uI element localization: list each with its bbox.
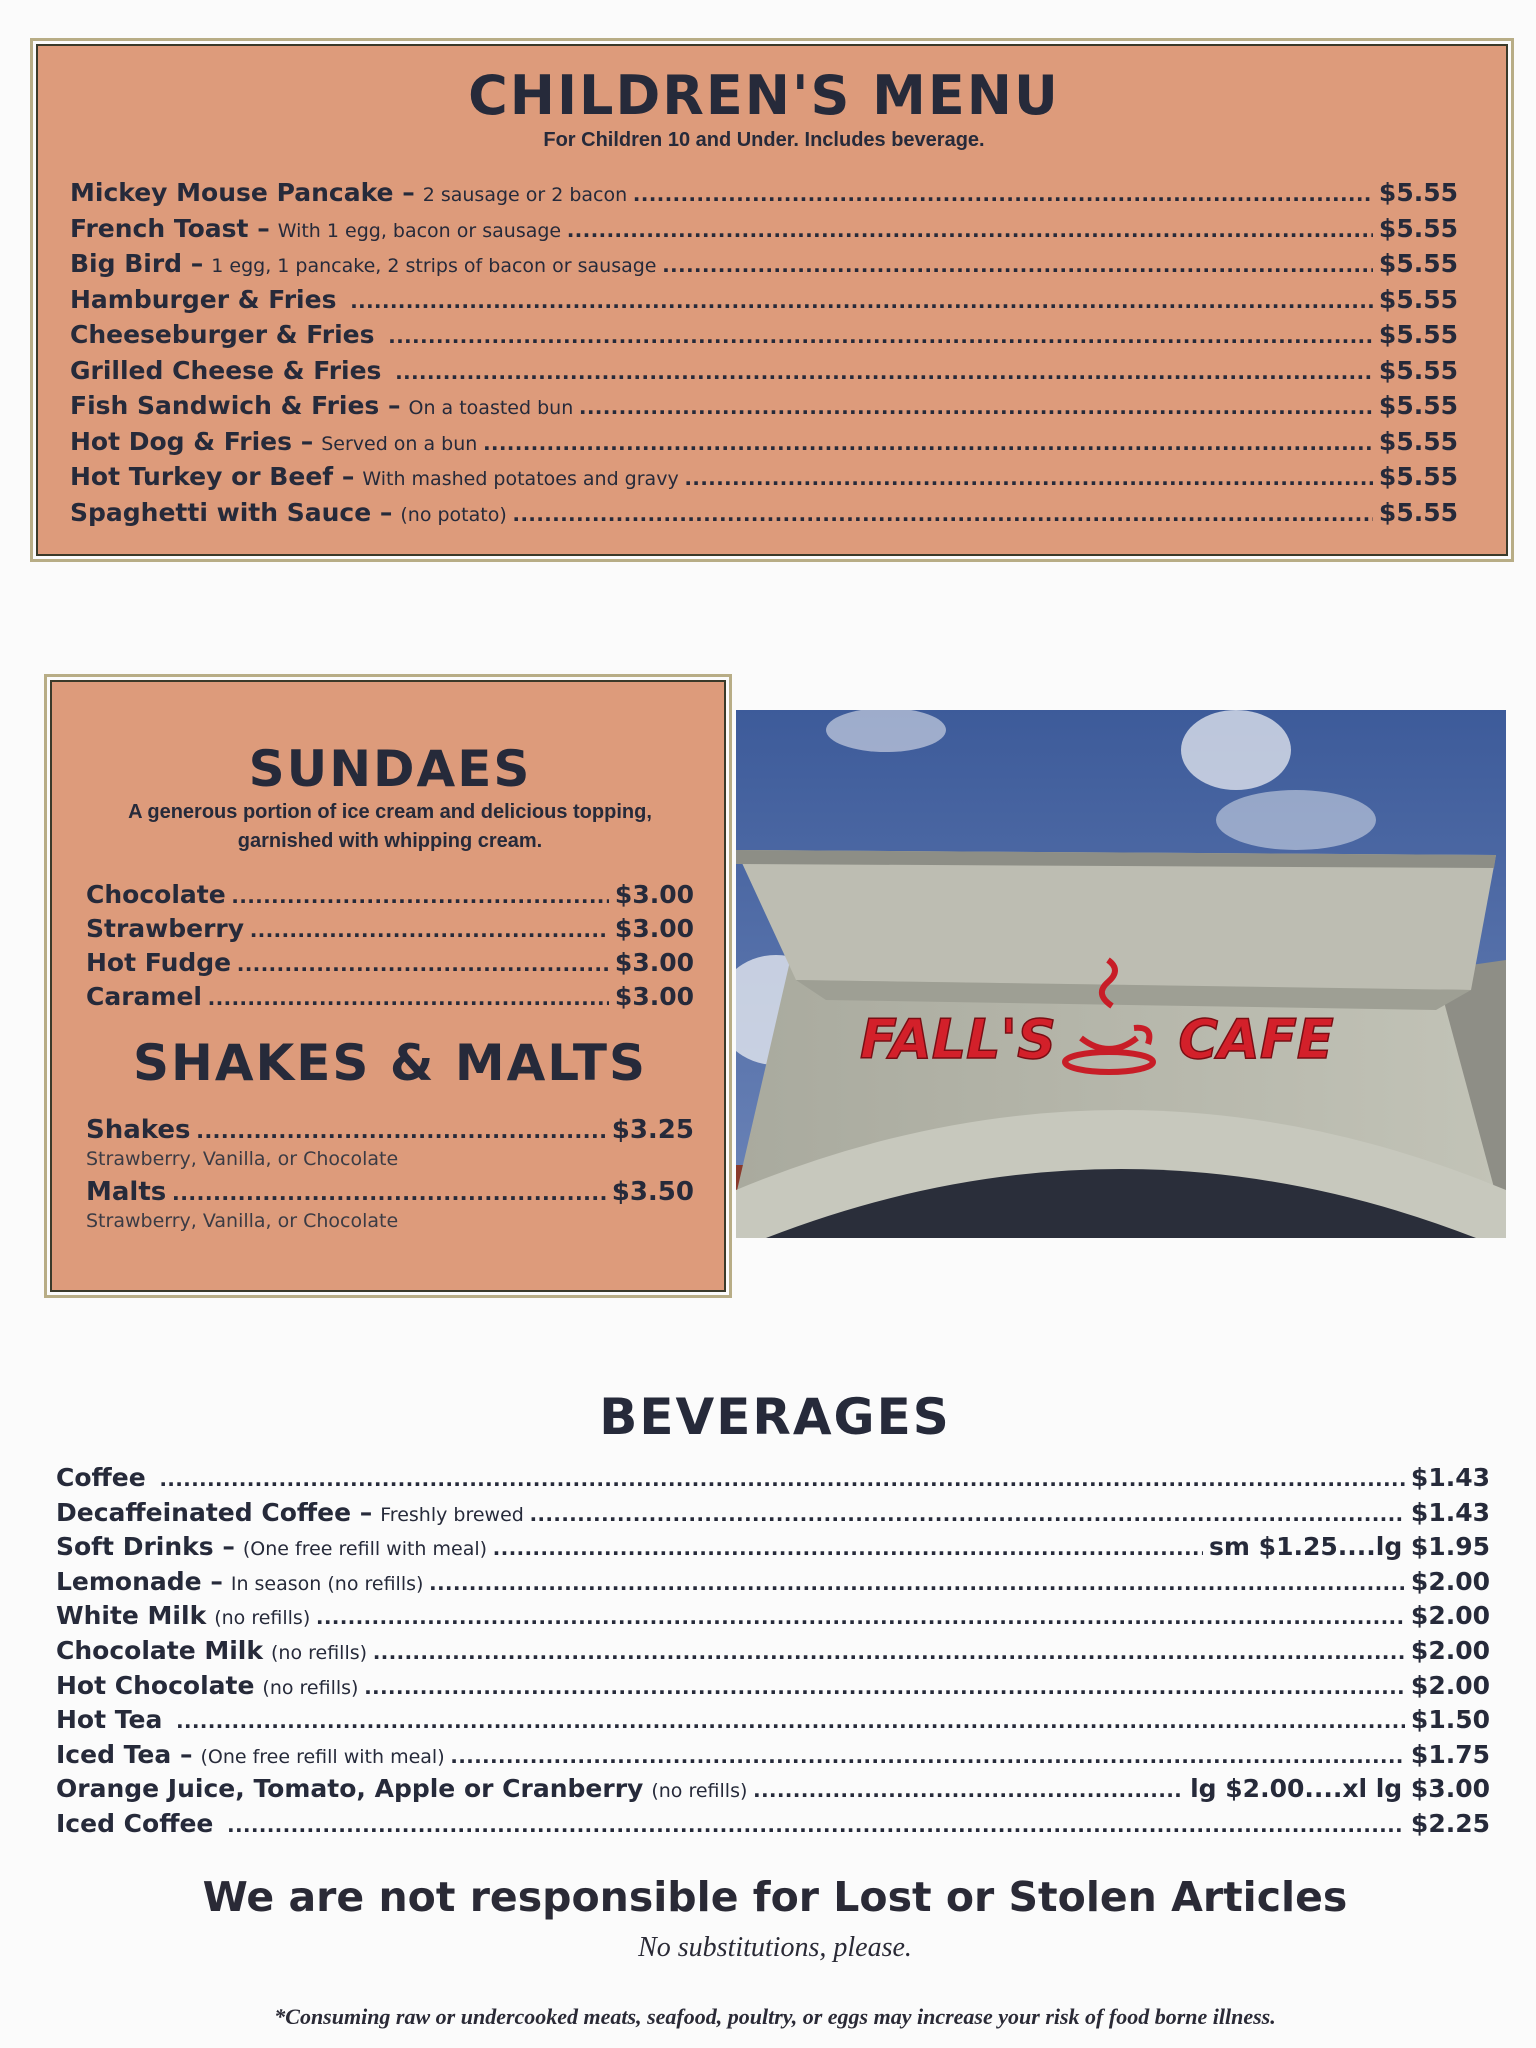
dot-leader [685, 463, 1373, 492]
menu-item [70, 356, 1458, 392]
sundaes-title: SUNDAES [248, 740, 532, 798]
cloud [1181, 710, 1291, 790]
item-name: Mickey Mouse Pancake – [70, 178, 415, 207]
item-price: $3.00 [614, 982, 694, 1011]
sundaes-shakes-panel [50, 680, 726, 1292]
item-description: Served on a bun [321, 432, 478, 455]
cloud [1216, 790, 1376, 850]
menu-item [86, 914, 694, 948]
menu-item [56, 1636, 1490, 1671]
item-price: $5.55 [1378, 178, 1458, 207]
menu-item [70, 178, 1458, 214]
item-name: Hot Dog & Fries – [70, 426, 314, 456]
item-price: $5.55 [1378, 284, 1458, 314]
dot-leader [493, 1533, 1203, 1562]
item-name: Caramel [86, 982, 202, 1011]
item-price: $5.55 [1378, 355, 1458, 385]
menu-item [70, 427, 1458, 463]
beverages-title: BEVERAGES [599, 1388, 951, 1446]
item-description: (no potato) [400, 503, 507, 526]
menu-item [70, 285, 1458, 321]
item-name: Hot Tea [56, 1705, 163, 1735]
item-price: sm $1.25....lg $1.95 [1209, 1532, 1490, 1562]
dot-leader [373, 1637, 1405, 1666]
childrens-menu-subtitle: For Children 10 and Under. Includes beverage. [543, 129, 985, 151]
dot-leader [429, 1568, 1405, 1597]
item-name: Hot Fudge [86, 948, 232, 977]
item-name: Iced Tea – [56, 1739, 193, 1769]
item-price: $2.00 [1410, 1566, 1490, 1596]
item-name: Shakes [86, 1115, 191, 1145]
item-name: Strawberry [86, 914, 245, 943]
dot-leader [196, 1114, 605, 1145]
menu-item [86, 1114, 694, 1148]
item-price: $5.55 [1378, 391, 1458, 420]
item-name: Cheeseburger & Fries [70, 320, 375, 349]
item-name: Hot Chocolate [56, 1670, 255, 1700]
menu-item [70, 498, 1458, 534]
menu-item [56, 1601, 1490, 1636]
item-flavors: Strawberry, Vanilla, or Chocolate [86, 1210, 399, 1232]
item-price: $2.25 [1410, 1808, 1490, 1838]
menu-item [56, 1463, 1490, 1498]
shakes-malts-title: SHAKES & MALTS [132, 1034, 648, 1092]
item-price: $5.55 [1378, 497, 1458, 527]
item-price: $1.43 [1410, 1463, 1490, 1492]
dot-leader [176, 1706, 1405, 1735]
menu-item [70, 249, 1458, 285]
menu-item [56, 1774, 1490, 1809]
dot-leader [250, 915, 609, 944]
item-price: $1.50 [1410, 1705, 1490, 1735]
dot-leader [662, 250, 1372, 279]
menu-item [56, 1567, 1490, 1602]
shakes-malts-list [86, 1114, 694, 1232]
storefront-illustration [736, 710, 1506, 1238]
item-description: (no refills) [262, 1676, 359, 1699]
menu-item [86, 982, 694, 1016]
item-price: $3.00 [614, 914, 694, 943]
substitutions-note: No substitutions, please. [638, 1932, 912, 1963]
menu-item [70, 320, 1458, 356]
item-price: $2.00 [1410, 1635, 1490, 1665]
item-name: Fish Sandwich & Fries – [70, 391, 401, 420]
item-price: $2.00 [1410, 1670, 1490, 1700]
item-description: (One free refill with meal) [200, 1745, 445, 1768]
item-name: White Milk [56, 1601, 207, 1631]
sign-cafe: CAFE [1178, 1008, 1334, 1071]
item-name: Iced Coffee [56, 1808, 214, 1838]
dot-leader [160, 1464, 1405, 1493]
item-price: $5.55 [1378, 249, 1458, 278]
item-price: $2.00 [1410, 1601, 1490, 1631]
dot-leader [513, 499, 1373, 528]
item-description: With 1 egg, bacon or sausage [277, 219, 562, 242]
item-price: $5.55 [1378, 320, 1458, 349]
item-description: (no refills) [271, 1641, 368, 1664]
item-name: Big Bird – [70, 249, 204, 278]
item-name: Spaghetti with Sauce – [70, 497, 393, 527]
dot-leader [172, 1176, 606, 1207]
menu-item [56, 1671, 1490, 1706]
dot-leader [208, 983, 609, 1012]
item-name: Lemonade – [56, 1566, 223, 1596]
dot-leader [350, 286, 1372, 315]
item-price: $3.50 [611, 1177, 694, 1207]
item-name: Soft Drinks – [56, 1532, 235, 1562]
cafe-storefront-photo [736, 710, 1506, 1238]
item-price: $5.55 [1378, 462, 1458, 491]
dot-leader [451, 1741, 1405, 1770]
item-price: $1.43 [1410, 1497, 1490, 1527]
menu-item [70, 214, 1458, 250]
dot-leader [316, 1602, 1405, 1631]
lost-articles-notice: We are not responsible for Lost or Stolen Articles [202, 1873, 1348, 1921]
dot-leader [753, 1775, 1184, 1804]
item-name: Grilled Cheese & Fries [70, 355, 382, 385]
dot-leader [237, 949, 609, 978]
item-description: 2 sausage or 2 bacon [422, 184, 628, 206]
sign-fall-s: FALL'S [860, 1008, 1056, 1071]
menu-item [70, 462, 1458, 498]
item-name: Chocolate [86, 880, 226, 909]
item-name: Decaffeinated Coffee – [56, 1497, 373, 1527]
item-name: Chocolate Milk [56, 1635, 264, 1665]
sundaes-list [86, 880, 694, 1016]
beverages-list [56, 1463, 1490, 1844]
sundaes-description: A generous portion of ice cream and delicious topping, garnished with whipping cream. [128, 801, 652, 852]
item-description: In season (no refills) [230, 1572, 424, 1595]
item-price: $3.00 [614, 880, 694, 909]
item-name: Coffee [56, 1463, 146, 1492]
menu-item [56, 1740, 1490, 1775]
menu-item [86, 1176, 694, 1210]
item-price: $1.75 [1410, 1739, 1490, 1769]
item-description: On a toasted bun [408, 397, 574, 419]
menu-item [86, 948, 694, 982]
menu-item [70, 391, 1458, 427]
item-name: Malts [86, 1177, 167, 1207]
item-description: (no refills) [651, 1780, 748, 1803]
dot-leader [389, 321, 1373, 350]
menu-item [56, 1809, 1490, 1844]
menu-item [86, 880, 694, 914]
item-description: With mashed potatoes and gravy [362, 468, 679, 490]
childrens-menu-title: CHILDREN'S MENU [468, 64, 1060, 127]
menu-item [56, 1705, 1490, 1740]
item-description: 1 egg, 1 pancake, 2 strips of bacon or sausage [211, 255, 657, 277]
dot-leader [364, 1672, 1404, 1701]
dot-leader [579, 392, 1373, 421]
dot-leader [395, 357, 1372, 386]
item-description: Freshly brewed [380, 1503, 524, 1526]
dot-leader [227, 1810, 1405, 1839]
item-description: (no refills) [214, 1607, 311, 1630]
item-name: Orange Juice, Tomato, Apple or Cranberry [56, 1774, 644, 1804]
childrens-menu-panel [36, 44, 1508, 556]
item-price: $5.55 [1378, 426, 1458, 456]
item-name: Hamburger & Fries [70, 284, 337, 314]
item-price: $3.00 [614, 948, 694, 977]
item-price: lg $2.00....xl lg $3.00 [1190, 1774, 1490, 1804]
item-name: Hot Turkey or Beef – [70, 462, 355, 491]
cloud [826, 710, 946, 752]
childrens-menu-list [70, 178, 1458, 533]
item-price: $5.55 [1378, 213, 1458, 243]
item-name: French Toast – [70, 213, 270, 243]
menu-item [56, 1532, 1490, 1567]
dot-leader [633, 179, 1373, 208]
dot-leader [567, 215, 1373, 244]
item-description: (One free refill with meal) [242, 1538, 488, 1561]
menu-item [56, 1498, 1490, 1533]
item-price: $3.25 [611, 1115, 694, 1145]
food-safety-warning: *Consuming raw or undercooked meats, seafood, poultry, or eggs may increase your risk of food borne illness. [274, 2004, 1276, 2029]
dot-leader [232, 881, 609, 910]
dot-leader [483, 428, 1373, 457]
item-flavors: Strawberry, Vanilla, or Chocolate [86, 1148, 399, 1170]
dot-leader [530, 1499, 1405, 1528]
